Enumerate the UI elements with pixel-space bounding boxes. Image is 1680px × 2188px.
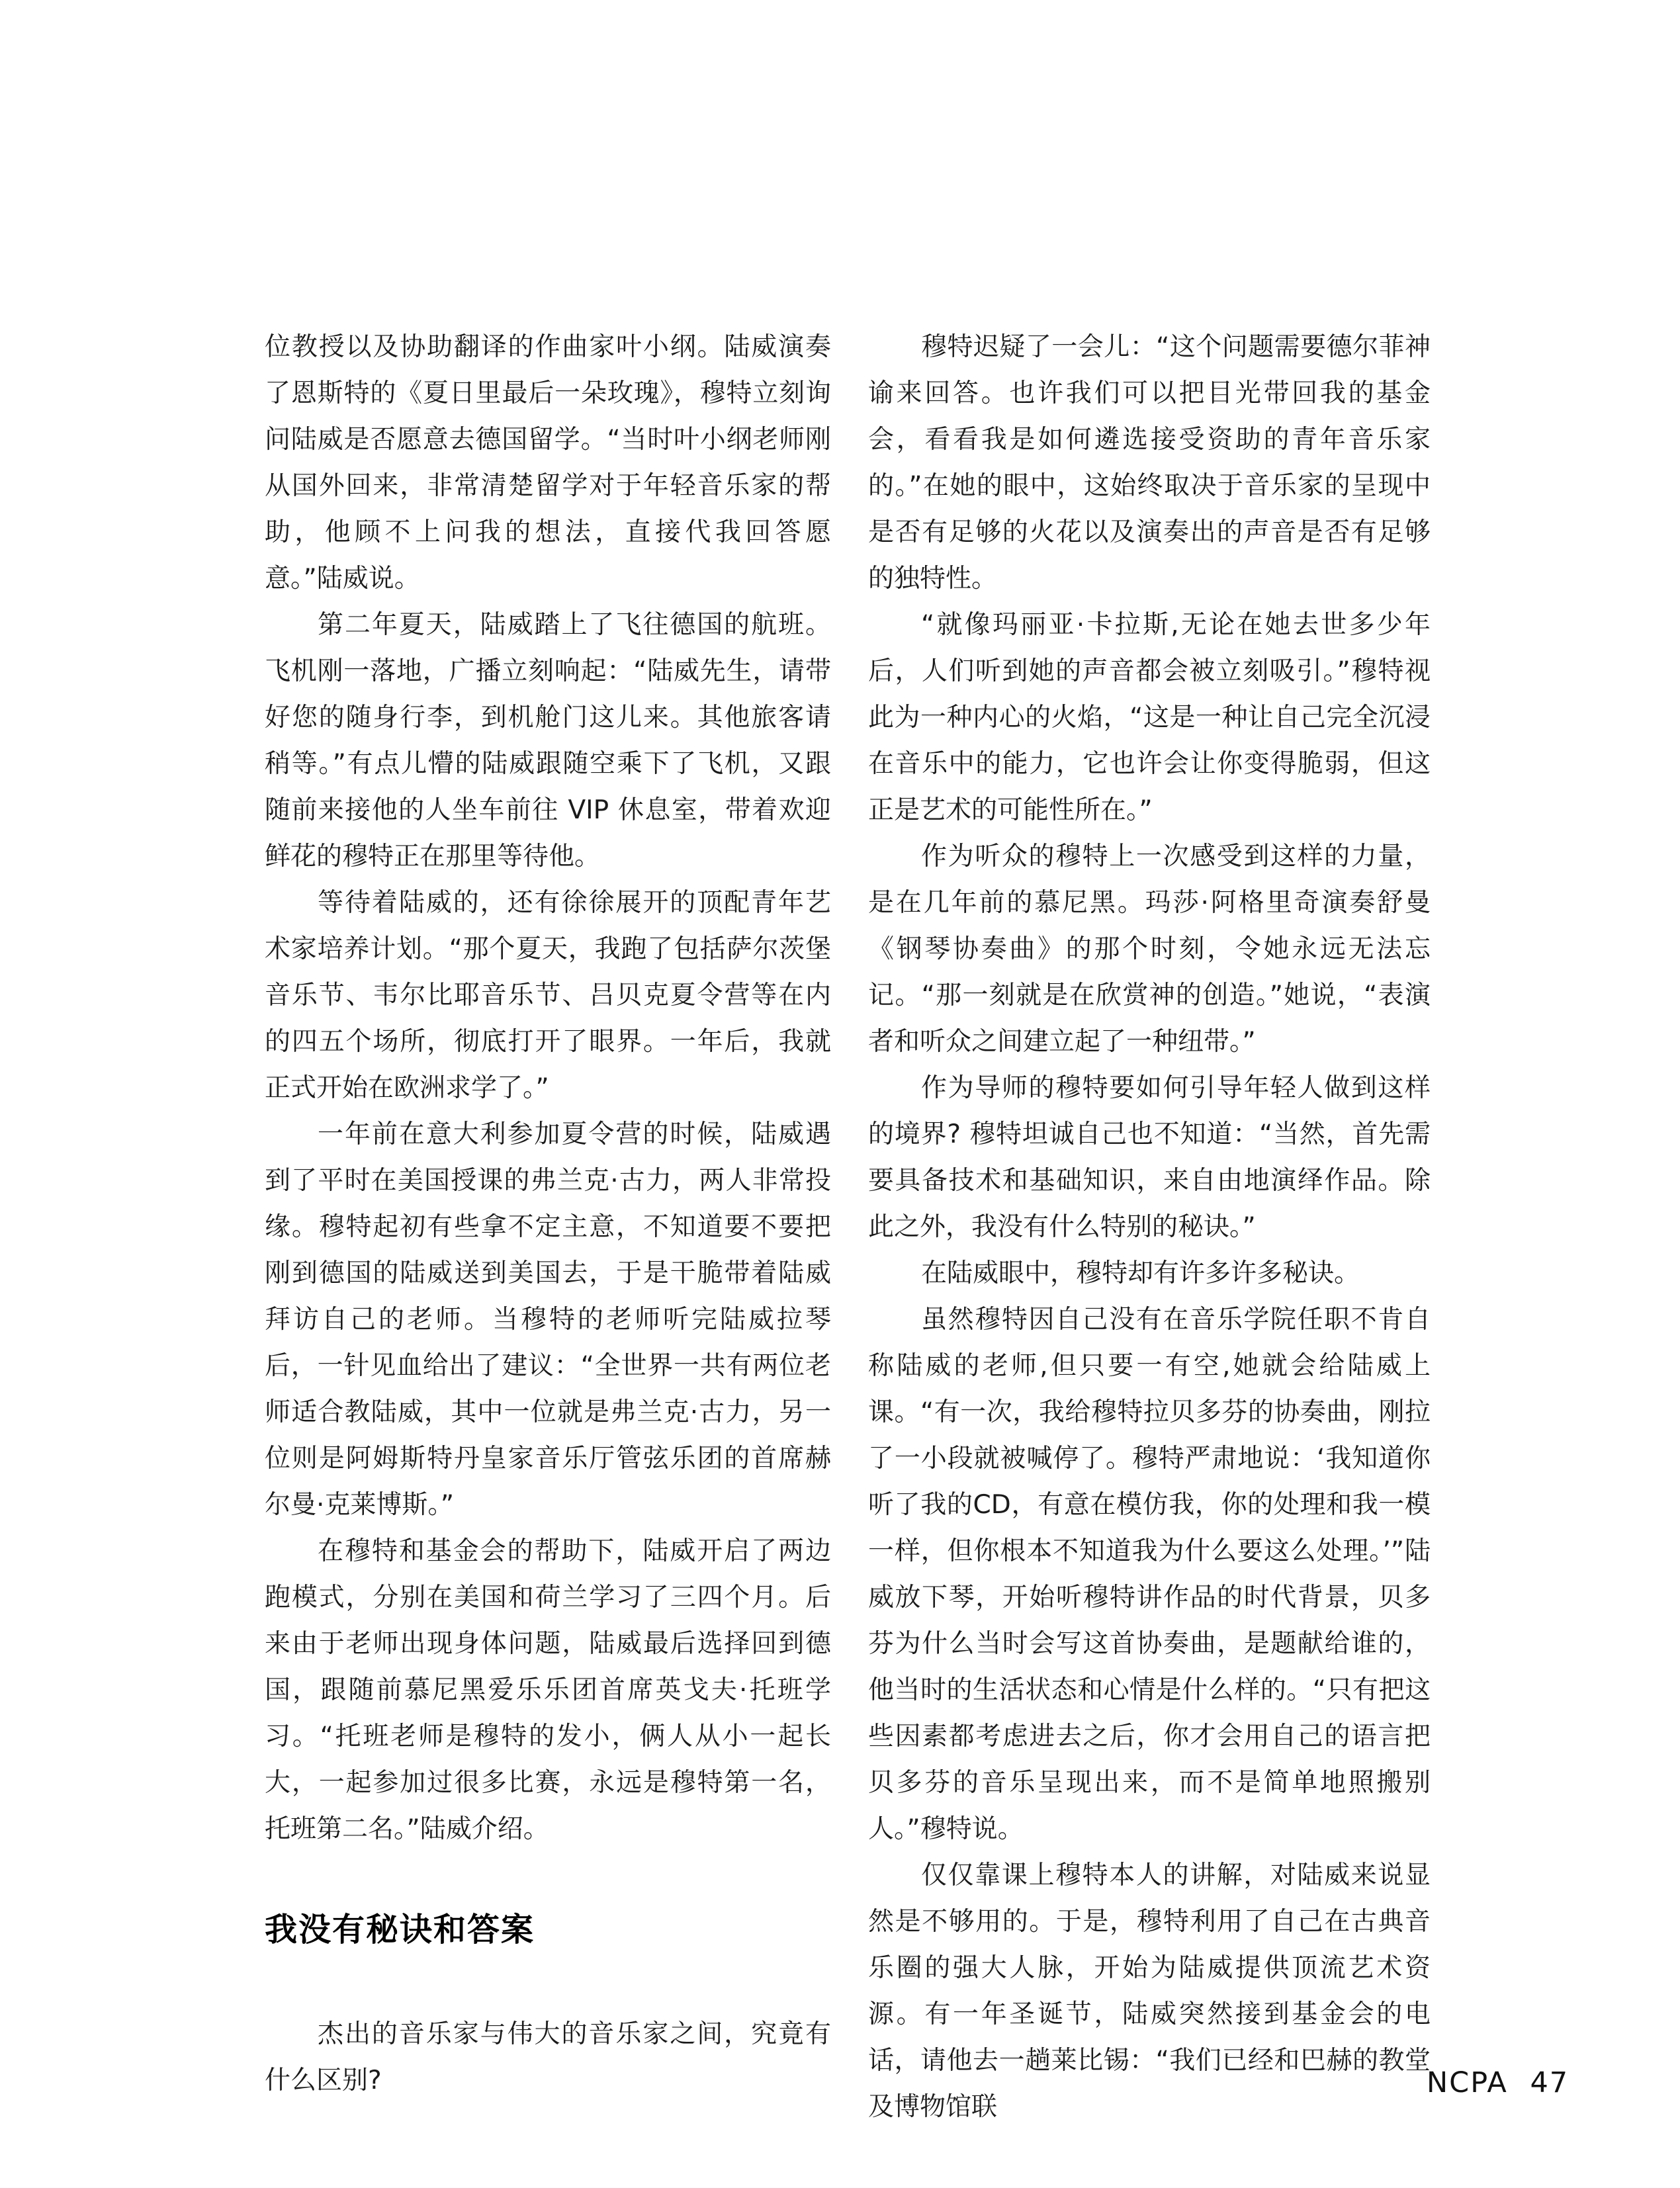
paragraph: “就像玛丽亚·卡拉斯,无论在她去世多少年后，人们听到她的声音都会被立刻吸引。”穆特视此为一种内心的火焰，“这是一种让自己完全沉浸在音乐中的能力，它也许会让你变得脆弱，但这正是艺术的可能性所在。” xyxy=(868,610,1431,825)
paragraph: 在穆特和基金会的帮助下，陆威开启了两边跑模式，分别在美国和荷兰学习了三四个月。后来由于老师出现身体问题，陆威最后选择回到德国，跟随前慕尼黑爱乐乐团首席英戈夫·托班学习。“托班老师是穆特的发小，俩人从小一起长大，一起参加过很多比赛，永远是穆特第一名，托班第二名。”陆威介绍。 xyxy=(265,1536,831,1844)
paragraph: 作为导师的穆特要如何引导年轻人做到这样的境界? 穆特坦诚自己也不知道：“当然，首先需要具备技术和基础知识，来自由地演绎作品。除此之外，我没有什么特别的秘诀。” xyxy=(868,1073,1431,1242)
paragraph: 穆特迟疑了一会儿：“这个问题需要德尔菲神谕来回答。也许我们可以把目光带回我的基金会，看看我是如何遴选接受资助的青年音乐家的。”在她的眼中，这始终取决于音乐家的呈现中是否有足够的火花以及演奏出的声音是否有足够的独特性。 xyxy=(868,332,1431,593)
paragraph: 虽然穆特因自己没有在音乐学院任职不肯自称陆威的老师,但只要一有空,她就会给陆威上课。“有一次，我给穆特拉贝多芬的协奏曲，刚拉了一小段就被喊停了。穆特严肃地说：‘我知道你听了我的CD，有意在模仿我，你的处理和我一模一样，但你根本不知道我为什么要这么处理。’”陆威放下琴，开始听穆特讲作品的时代背景，贝多芬为什么当时会写这首协奏曲，是题献给谁的，他当时的生活状态和心情是什么样的。“只有把这些因素都考虑进去之后，你才会用自己的语言把贝多芬的音乐呈现出来，而不是简单地照搬别人。”穆特说。 xyxy=(868,1305,1431,1844)
left-column xyxy=(265,324,831,2104)
section-heading: 我没有秘诀和答案 xyxy=(265,1911,535,1948)
page-number xyxy=(1427,2066,1569,2100)
paragraph: 仅仅靠课上穆特本人的讲解，对陆威来说显然是不够用的。于是，穆特利用了自己在古典音乐圈的强大人脉，开始为陆威提供顶流艺术资源。有一年圣诞节，陆威突然接到基金会的电话，请他去一趟莱比锡：“我们已经和巴赫的教堂及博物馆联 xyxy=(868,1860,1431,2122)
paragraph: 一年前在意大利参加夏令营的时候，陆威遇到了平时在美国授课的弗兰克·古力，两人非常投缘。穆特起初有些拿不定主意，不知道要不要把刚到德国的陆威送到美国去，于是干脆带着陆威拜访自己的老师。当穆特的老师听完陆威拉琴后，一针见血给出了建议：“全世界一共有两位老师适合教陆威，其中一位就是弗兰克·古力，另一位则是阿姆斯特丹皇家音乐厅管弦乐团的首席赫尔曼·克莱博斯。” xyxy=(265,1119,831,1520)
paragraph: 作为听众的穆特上一次感受到这样的力量，是在几年前的慕尼黑。玛莎·阿格里奇演奏舒曼《钢琴协奏曲》的那个时刻，令她永远无法忘记。“那一刻就是在欣赏神的创造。”她说，“表演者和听众之间建立起了一种纽带。” xyxy=(868,842,1431,1057)
paragraph: 在陆威眼中，穆特却有许多许多秘诀。 xyxy=(921,1258,1360,1288)
right-column xyxy=(868,324,1431,2130)
paragraph: 第二年夏天，陆威踏上了飞往德国的航班。飞机刚一落地，广播立刻响起：“陆威先生，请带好您的随身行李，到机舱门这儿来。其他旅客请稍等。”有点儿懵的陆威跟随空乘下了飞机，又跟随前来接他的人坐车前往 VIP 休息室，带着欢迎鲜花的穆特正在那里等待他。 xyxy=(265,610,831,871)
page-number-label: NCPA 47 xyxy=(1427,2066,1569,2099)
paragraph: 杰出的音乐家与伟大的音乐家之间，究竟有什么区别? xyxy=(265,2019,831,2095)
paragraph: 等待着陆威的，还有徐徐展开的顶配青年艺术家培养计划。“那个夏天，我跑了包括萨尔茨堡音乐节、韦尔比耶音乐节、吕贝克夏令营等在内的四五个场所，彻底打开了眼界。一年后，我就正式开始在欧洲求学了。” xyxy=(265,888,831,1103)
paragraph: 位教授以及协助翻译的作曲家叶小纲。陆威演奏了恩斯特的《夏日里最后一朵玫瑰》，穆特立刻询问陆威是否愿意去德国留学。“当时叶小纲老师刚从国外回来，非常清楚留学对于年轻音乐家的帮助，他顾不上问我的想法，直接代我回答愿意。”陆威说。 xyxy=(265,332,831,593)
